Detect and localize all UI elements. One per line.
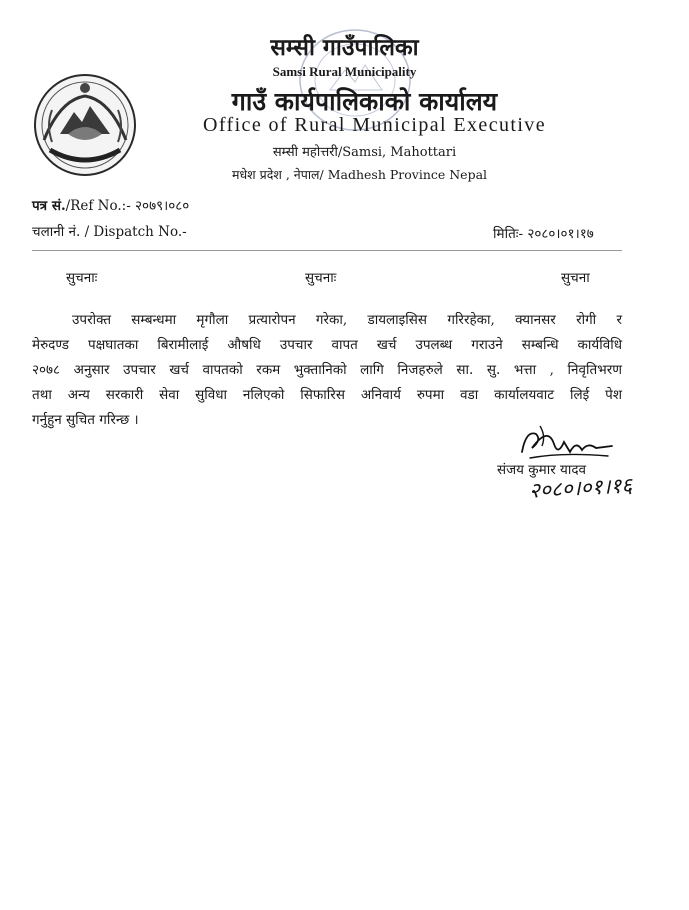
body-line: मेरुदण्ड पक्षघातका बिरामीलाई औषधि उपचार वापत खर्च उपलब्ध गराउने सम्बन्धि कार्यविधि [32,337,622,353]
office-address: सम्सी महोत्तरी/Samsi, Mahottari [272,145,457,160]
signatory-name: संजय कुमार यादव [497,462,587,478]
body-line: तथा अन्य सरकारी सेवा सुविधा नलिएको सिफारिस अनिवार्य रुपमा वडा कार्यालयवाट लिई पेश [32,387,622,403]
header-divider [32,250,622,251]
notice-heading-center: सुचनाः [305,270,337,286]
reference-value: /Ref No.:- २०७९।०८० [65,198,190,214]
municipality-name-nepali: सम्सी गाउँपालिका [270,34,419,61]
office-name-english: Office of Rural Municipal Executive [203,114,546,136]
reference-number [32,196,189,214]
reference-label: पत्र सं. [32,198,66,214]
handwritten-signature [512,422,622,464]
body-line: उपरोक्त सम्बन्धमा मृगौला प्रत्यारोपन गरेका, डायलाइसिस गरिरहेका, क्यानसर रोगी र [72,312,622,328]
office-name-nepali: गाउँ कार्यपालिकाको कार्यालय [231,87,498,116]
office-province: मधेश प्रदेश , नेपाल/ Madhesh Province Nepal [231,167,488,182]
municipality-name-english: Samsi Rural Municipality [272,64,417,79]
body-line: २०७८ अनुसार उपचार खर्च वापतको रकम भुक्तानिको लागि निजहरुले सा. सु. भत्ता , निवृतिभरण [32,362,622,378]
body-line: गर्नुहुन सुचित गरिन्छ । [32,412,139,428]
notice-heading-right: सुचना [561,270,590,286]
signature-date: २०८०।०१।१६ [528,473,633,503]
notice-heading-left: सुचनाः [66,270,98,286]
dispatch-number: चलानी नं. / Dispatch No.- [32,224,187,240]
letter-date: मितिः- २०८०।०१।१७ [493,226,594,242]
